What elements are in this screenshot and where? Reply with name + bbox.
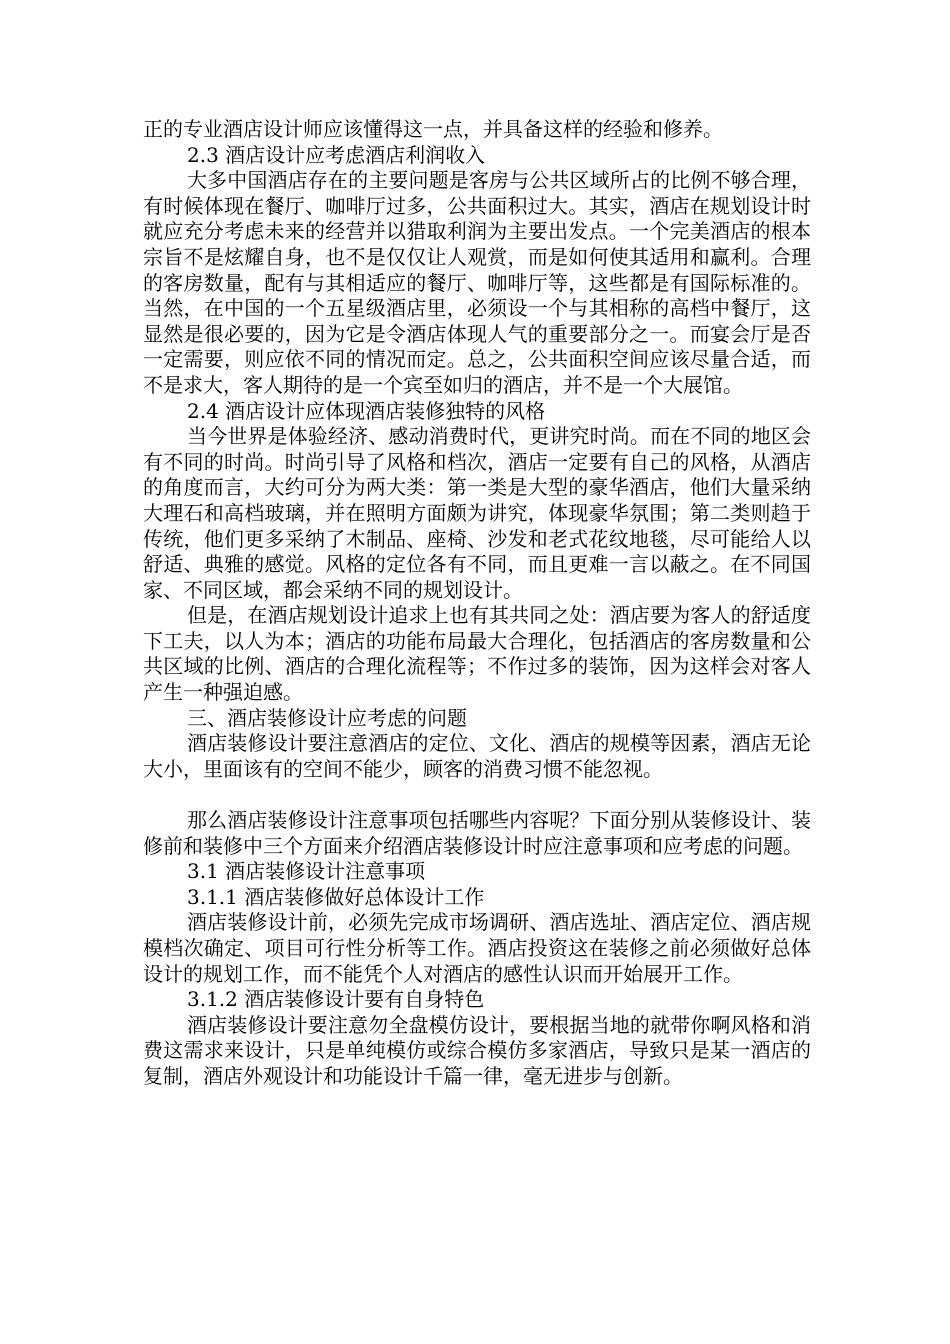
paragraph-overall-design: 酒店装修设计前，必须先完成市场调研、酒店选址、酒店定位、酒店规模档次确定、项目可行性分析等工作。酒店投资这在装修之前必须做好总体设计的规划工作，而不能凭个人对酒店的感性认识而开始展开工作。 <box>143 910 811 986</box>
blank-line <box>143 782 811 808</box>
section-heading-3-1: 3.1 酒店装修设计注意事项 <box>187 859 426 884</box>
section-heading-2-3: 2.3 酒店设计应考虑酒店利润收入 <box>187 142 486 167</box>
document-page <box>143 117 811 1090</box>
paragraph-considerations: 酒店装修设计要注意酒店的定位、文化、酒店的规模等因素，酒店无论大小，里面该有的空间不能少，顾客的消费习惯不能忽视。 <box>143 731 811 781</box>
paragraph-profit: 大多中国酒店存在的主要问题是客房与公共区域所占的比例不够合理，有时候体现在餐厅、咖啡厅过多，公共面积过大。其实，酒店在规划设计时就应充分考虑未来的经营并以猎取利润为主要出发点。一个完美酒店的根本宗旨不是炫耀自身，也不是仅仅让人观赏，而是如何使其适用和赢利。合理的客房数量，配有与其相适应的餐厅、咖啡厅等，这些都是有国际标准的。当然，在中国的一个五星级酒店里，必须设一个与其相称的高档中餐厅，这显然是很必要的，因为它是令酒店体现人气的重要部分之一。而宴会厅是否一定需要，则应依不同的情况而定。总之，公共面积空间应该尽量合适，而不是求大，客人期待的是一个宾至如归的酒店，并不是一个大展馆。 <box>143 168 811 397</box>
paragraph-common-points: 但是，在酒店规划设计追求上也有其共同之处：酒店要为客人的舒适度下工夫，以人为本；酒店的功能布局最大合理化，包括酒店的客房数量和公共区域的比例、酒店的合理化流程等；不作过多的装饰，因为这样会对客人产生一种强迫感。 <box>143 603 811 705</box>
section-heading-3-1-1: 3.1.1 酒店装修做好总体设计工作 <box>187 884 485 909</box>
paragraph-continuation: 正的专业酒店设计师应该懂得这一点，并具备这样的经验和修养。 <box>143 117 723 141</box>
paragraph-style: 当今世界是体验经济、感动消费时代，更讲究时尚。而在不同的地区会有不同的时尚。时尚引导了风格和档次，酒店一定要有自己的风格，从酒店的角度而言，大约可分为两大类：第一类是大型的豪华酒店，他们大量采纳大理石和高档玻璃，并在照明方面颇为讲究，体现豪华氛围；第二类则趋于传统，他们更多采纳了木制品、座椅、沙发和老式花纹地毯，尽可能给人以舒适、典雅的感觉。风格的定位各有不同，而且更难一言以蔽之。在不同国家、不同区域，都会采纳不同的规划设计。 <box>143 424 811 602</box>
section-heading-3-1-2: 3.1.2 酒店装修设计要有自身特色 <box>187 987 485 1012</box>
paragraph-own-features: 酒店装修设计要注意勿全盘模仿设计，要根据当地的就带你啊风格和消费这需求来设计，只是单纯模仿或综合模仿多家酒店，导致只是某一酒店的复制，酒店外观设计和功能设计千篇一律，毫无进步与创新。 <box>143 1012 811 1088</box>
paragraph-introduction: 那么酒店装修设计注意事项包括哪些内容呢？下面分别从装修设计、装修前和装修中三个方面来介绍酒店装修设计时应注意事项和应考虑的问题。 <box>143 808 811 858</box>
section-heading-2-4: 2.4 酒店设计应体现酒店装修独特的风格 <box>187 398 546 423</box>
section-heading-3: 三、酒店装修设计应考虑的问题 <box>187 705 467 730</box>
